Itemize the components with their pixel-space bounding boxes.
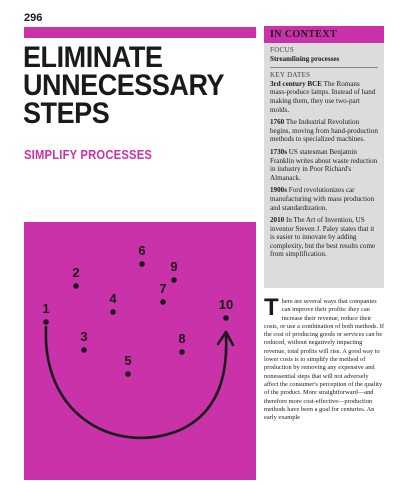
key-date-text: In The Art of Invention, US inventor Steven J. Paley states that it is easier to innovate by adding complexity, but the best results come from simplification. [270,216,376,259]
focus-value: Streamlining processes [270,54,340,63]
dot-7 [160,299,166,305]
dot-9 [171,277,177,283]
dot-label-8: 8 [178,331,186,346]
dot-label-7: 7 [159,281,167,296]
body-paragraph: here are several ways that companies can improve their profits: they can increase their revenue, reduce their costs, or use a combination of both methods. If the cost of producing goods or services can be reduced, without negatively impacting revenue, total profits will rise. A good way to lower costs is to simplify the method of production by removing any expensive and nonessential steps that will not adversely affect the consumer's perception of the quality of the product. More straightforward—and therefore more cost-effective—production methods have been a goal for centuries. An early example [264,298,384,422]
dot-label-5: 5 [124,353,132,368]
dot-1 [43,319,49,325]
dot-5 [125,371,131,377]
key-date-text: Ford revolutionizes car manufacturing with mass production and standardization. [270,186,375,212]
dot-label-10: 10 [218,297,234,312]
dot-label-1: 1 [42,301,50,316]
dot-6 [139,261,145,267]
connect-the-dots-illustration [24,222,256,480]
in-context-sidebar [264,26,384,288]
key-date-text: The Industrial Revolution begins, moving from hand-production methods to specialized machines. [270,118,378,144]
key-dates-label: KEY DATES [270,71,311,80]
page-number: 296 [24,12,43,24]
focus-label: FOCUS [270,46,295,54]
key-date-entry [270,80,378,114]
key-date-entry [270,216,378,259]
drop-cap: T [264,294,279,321]
dot-label-3: 3 [80,329,88,344]
key-date-year: 2010 [270,216,285,225]
key-date-entry [270,186,378,212]
key-date-entry [270,118,378,144]
page-title: ELIMINATE UNNECESSARY STEPS [23,41,225,130]
key-date-year: 1900s [270,186,287,195]
dots-drawing [24,222,256,480]
dot-4 [110,309,116,315]
page-subtitle: SIMPLIFY PROCESSES [24,148,153,162]
title-accent-bar [24,27,256,38]
key-date-entry [270,148,378,182]
dot-10 [223,315,229,321]
arc-arrow-line [46,327,226,438]
sidebar-divider [270,67,378,68]
dot-label-9: 9 [170,259,178,274]
dot-label-4: 4 [109,291,117,306]
key-date-year: 3rd century BCE [270,79,323,88]
key-date-year: 1760 [270,118,285,127]
body-text [264,294,384,422]
key-date-text: US statesman Benjamin Franklin writes about waste reduction in industry in Poor Richard's Almanack. [270,147,378,182]
dot-label-2: 2 [72,265,80,280]
dot-label-6: 6 [138,243,146,258]
dot-3 [81,347,87,353]
in-context-heading: IN CONTEXT [264,26,384,43]
dot-2 [73,283,79,289]
key-dates-list [270,80,378,259]
dot-8 [179,349,185,355]
key-date-text: The Romans mass-produce lamps. Instead of hand making them, they use two-part molds. [270,79,376,114]
key-date-year: 1730s [270,147,287,156]
